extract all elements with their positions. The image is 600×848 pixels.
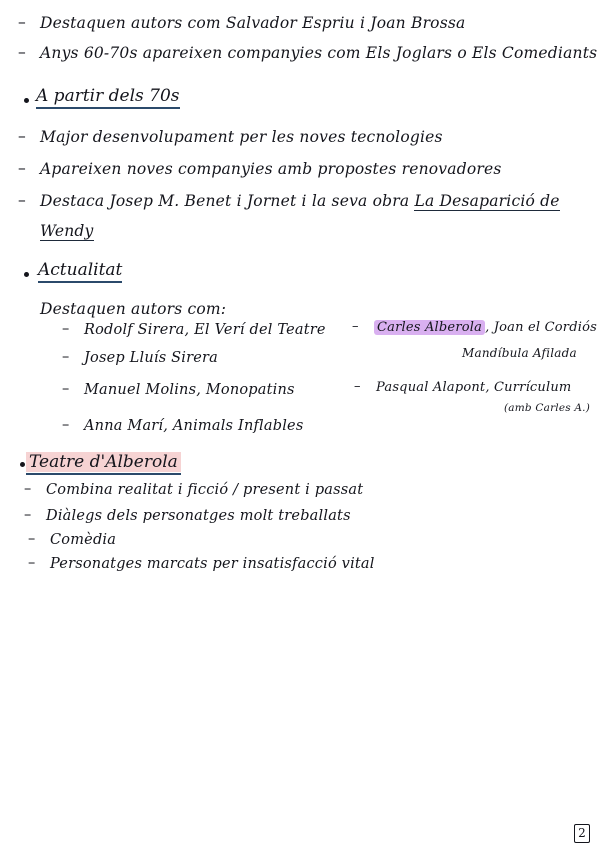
section-heading xyxy=(26,452,181,475)
section-heading: Actualitat xyxy=(38,260,122,283)
note-line: – Anys 60-70s apareixen companyies com Els Joglars o Els Comediants xyxy=(40,44,597,62)
note-line: – Diàlegs dels personatges molt treballats xyxy=(46,508,351,524)
bullet-dot xyxy=(20,462,25,467)
highlighted-heading: Teatre d'Alberola xyxy=(26,452,181,472)
note-line: – Personatges marcats per insatisfacció vital xyxy=(50,556,375,572)
note-line: – Destaquen autors com Salvador Espriu i Joan Brossa xyxy=(40,14,465,32)
bullet-dot xyxy=(24,98,29,103)
underlined-title: La Desaparició de xyxy=(414,192,560,210)
note-line: – Apareixen noves companyies amb propostes renovadores xyxy=(40,160,502,178)
page-number: 2 xyxy=(574,824,590,843)
author-item: – Manuel Molins, Monopatins xyxy=(84,382,295,398)
author-item: – Anna Marí, Animals Inflables xyxy=(84,418,303,434)
underlined-title: Wendy xyxy=(40,222,94,240)
section-heading: A partir dels 70s xyxy=(36,86,180,109)
note-line xyxy=(40,192,560,210)
bullet-dot xyxy=(24,272,29,277)
author-item xyxy=(374,320,597,335)
author-item: – Rodolf Sirera, El Verí del Teatre xyxy=(84,322,326,338)
highlighted-author: Carles Alberola xyxy=(374,320,485,335)
note-text: , Joan el Cordiós xyxy=(485,320,597,335)
note-subline: (amb Carles A.) xyxy=(504,402,591,414)
note-line: – Comèdia xyxy=(50,532,116,548)
note-line: – Major desenvolupament per les noves tecnologies xyxy=(40,128,443,146)
note-line-continued xyxy=(40,222,94,240)
note-text: Destaca Josep M. Benet i Jornet i la seva obra xyxy=(40,192,410,210)
note-line: – Combina realitat i ficció / present i passat xyxy=(46,482,363,498)
author-item: – Pasqual Alapont, Currículum xyxy=(376,380,571,395)
note-subline: Mandíbula Afilada xyxy=(462,346,577,360)
author-item: – Josep Lluís Sirera xyxy=(84,350,218,366)
note-line: Destaquen autors com: xyxy=(40,300,227,318)
